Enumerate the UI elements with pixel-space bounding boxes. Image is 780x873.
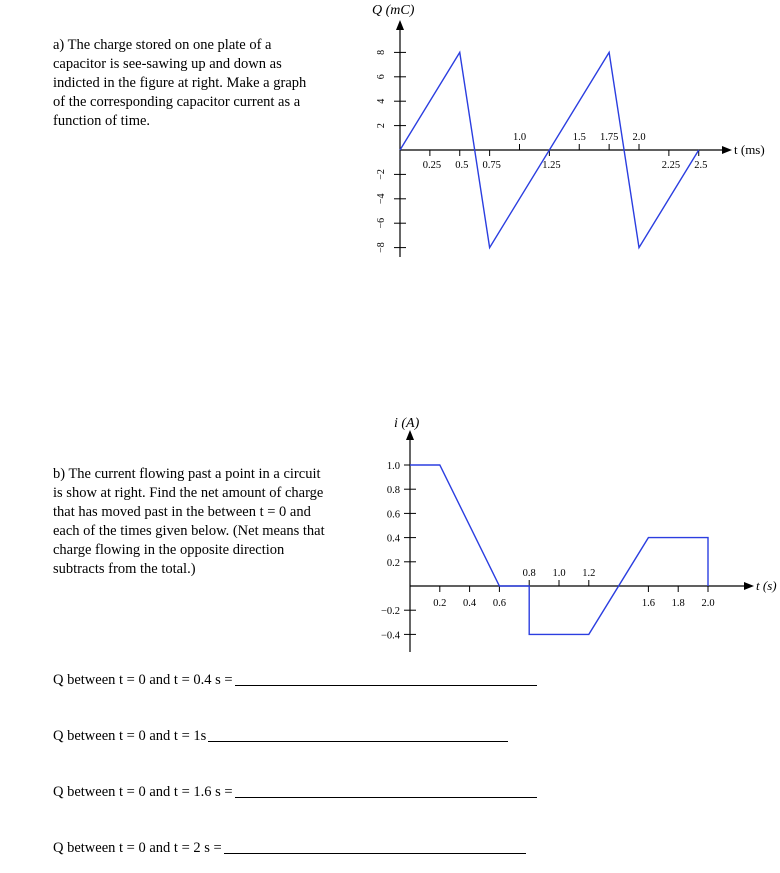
answer-line[interactable] — [208, 740, 508, 742]
x-tick-label: 1.6 — [641, 598, 655, 609]
y-tick-label: −8 — [376, 242, 387, 253]
x-tick-label: 1.0 — [552, 568, 566, 579]
question-row — [53, 728, 508, 745]
answer-line[interactable] — [224, 852, 526, 854]
x-tick-label: 0.5 — [455, 160, 469, 171]
x-tick-label: 1.75 — [599, 132, 619, 143]
x-axis-arrow — [744, 582, 754, 590]
x-tick-label: 1.25 — [542, 160, 561, 171]
y-axis-label: i (A) — [394, 416, 420, 431]
x-axis-label: t (ms) — [734, 142, 765, 157]
x-tick-label: 2.0 — [701, 598, 715, 609]
x-axis-label: t (s) — [756, 578, 777, 593]
x-tick-label: 2.0 — [632, 132, 646, 143]
y-tick-label: 0.4 — [386, 533, 400, 545]
x-tick-label: 0.8 — [522, 568, 536, 579]
y-tick-label: 1.0 — [386, 461, 400, 472]
answer-line[interactable] — [235, 684, 537, 686]
y-tick-label: −0.2 — [380, 606, 400, 618]
question-row — [53, 784, 537, 801]
y-tick-label: 0.2 — [386, 557, 400, 569]
x-tick-label: 0.75 — [482, 160, 501, 171]
x-tick-label: 1.8 — [671, 598, 685, 609]
y-tick-label: 6 — [376, 74, 387, 80]
y-axis-label: Q (mC) — [372, 3, 415, 18]
y-tick-label: 2 — [376, 123, 387, 129]
y-tick-label: 0.6 — [386, 509, 400, 521]
question-label: Q between t = 0 and t = 1.6 s = — [53, 784, 233, 800]
x-tick-label: 1.0 — [512, 132, 527, 143]
question-label: Q between t = 0 and t = 2 s = — [53, 840, 222, 856]
current-series-line — [410, 465, 708, 634]
x-tick-label: 2.25 — [661, 160, 681, 171]
y-tick-label: 8 — [376, 49, 387, 55]
part-b-text: b) The current flowing past a point in a circuit is show at right. Find the net amount of charge that has moved past in the between t = 0 and each of the times given below. (Net means that charge flowing in the opposite direction subtracts from the total.) — [53, 466, 325, 577]
y-tick-label: −4 — [376, 193, 387, 205]
answer-line[interactable] — [235, 796, 537, 798]
x-tick-label: 0.6 — [492, 598, 506, 609]
question-row — [53, 840, 526, 857]
y-tick-label: −0.4 — [380, 630, 400, 642]
y-tick-label: −2 — [376, 169, 387, 180]
y-axis-arrow — [406, 430, 414, 440]
y-tick-label: 0.8 — [386, 485, 400, 497]
x-tick-label: 0.25 — [422, 160, 442, 171]
question-label: Q between t = 0 and t = 0.4 s = — [53, 672, 233, 688]
x-tick-label: 1.5 — [572, 132, 586, 143]
y-tick-label: 4 — [376, 98, 387, 104]
question-label: Q between t = 0 and t = 1s — [53, 728, 207, 744]
x-tick-label: 0.2 — [433, 598, 447, 609]
x-tick-label: 0.4 — [463, 598, 477, 609]
x-tick-label: 2.5 — [694, 160, 708, 171]
question-row — [53, 672, 537, 689]
y-tick-label: −6 — [376, 217, 387, 229]
x-tick-label: 1.2 — [582, 568, 596, 579]
part-a-text: a) The charge stored on one plate of a capacitor is see-sawing up and down as indicted in the figure at right. Make a graph of the corresponding capacitor current as a function of time. — [53, 37, 307, 129]
